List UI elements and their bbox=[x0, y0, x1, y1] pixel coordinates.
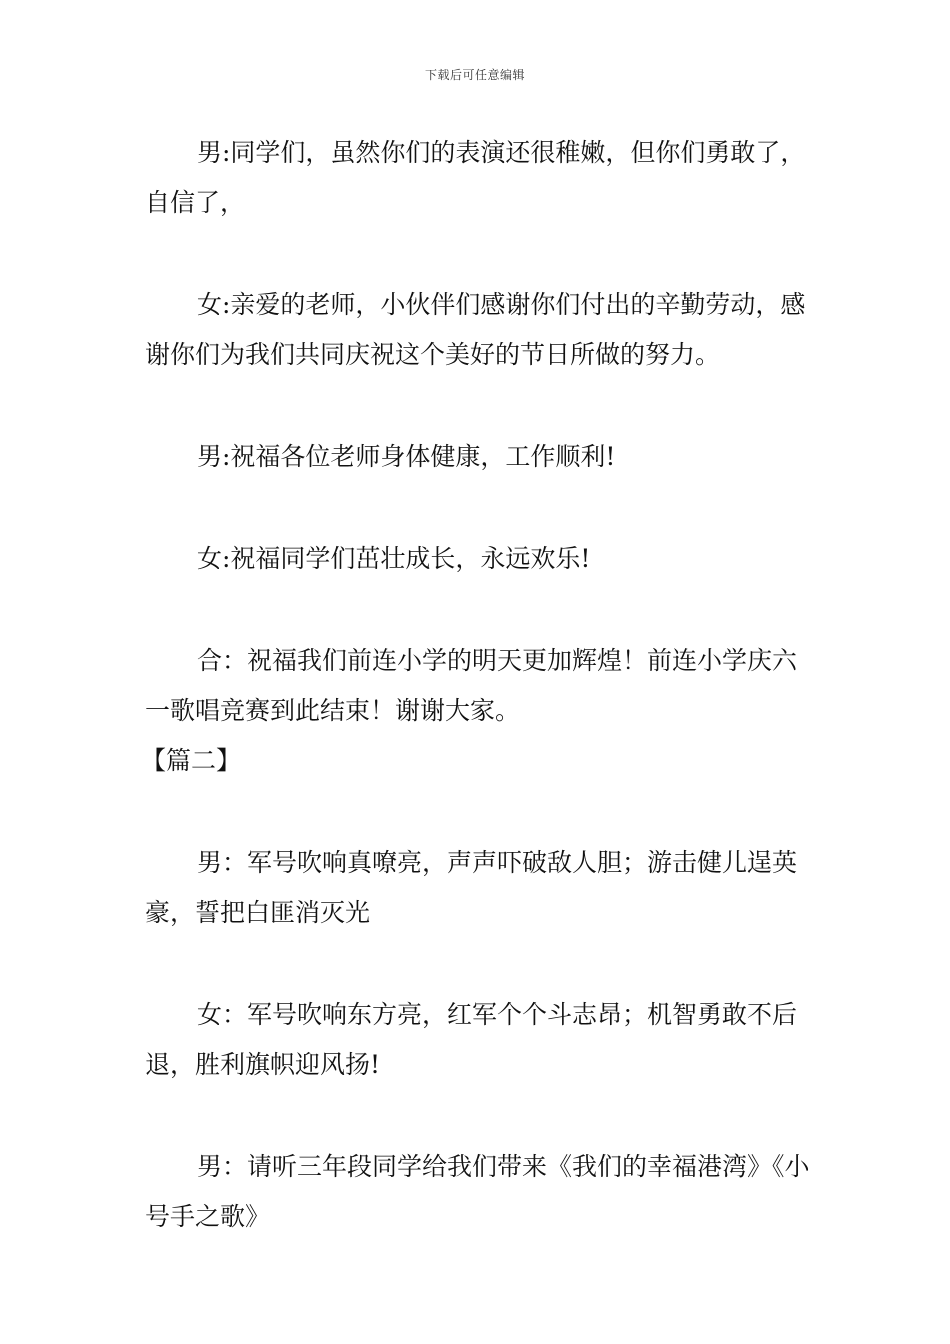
paragraph-male-4: 男：请听三年段同学给我们带来《我们的幸福港湾》《小号手之歌》 bbox=[145, 1152, 810, 1231]
paragraph-male-3: 男：军号吹响真嘹亮，声声吓破敌人胆；游击健儿逞英豪，誓把白匪消灭光 bbox=[145, 848, 798, 927]
paragraph-male-2: 男:祝福各位老师身体健康，工作顺利! bbox=[197, 442, 616, 471]
paragraph-female-2: 女:祝福同学们茁壮成长，永远欢乐! bbox=[197, 544, 591, 573]
paragraph-gap bbox=[145, 482, 815, 534]
paragraph-gap bbox=[145, 380, 815, 432]
paragraph-gap bbox=[145, 584, 815, 636]
paragraph-male-1: 男:同学们，虽然你们的表演还很稚嫩，但你们勇敢了，自信了， bbox=[145, 138, 806, 217]
paragraph-female-3: 女：军号吹响东方亮，红军个个斗志昂；机智勇敢不后退，胜利旗帜迎风扬! bbox=[145, 1000, 798, 1079]
paragraph-gap bbox=[145, 1090, 815, 1142]
paragraph-gap bbox=[145, 938, 815, 990]
paragraph-gap bbox=[145, 228, 815, 280]
page-header-note: 下载后可任意编辑 bbox=[424, 68, 525, 82]
paragraph-gap bbox=[145, 786, 815, 838]
paragraph-female-1: 女:亲爱的老师，小伙伴们感谢你们付出的辛勤劳动，感谢你们为我们共同庆祝这个美好的节日所做的努力。 bbox=[145, 290, 806, 369]
section-title: 【篇二】 bbox=[141, 746, 242, 775]
paragraph-together: 合：祝福我们前连小学的明天更加辉煌！前连小学庆六一歌唱竞赛到此结束！谢谢大家。 bbox=[145, 646, 798, 725]
document-body bbox=[141, 128, 815, 1242]
